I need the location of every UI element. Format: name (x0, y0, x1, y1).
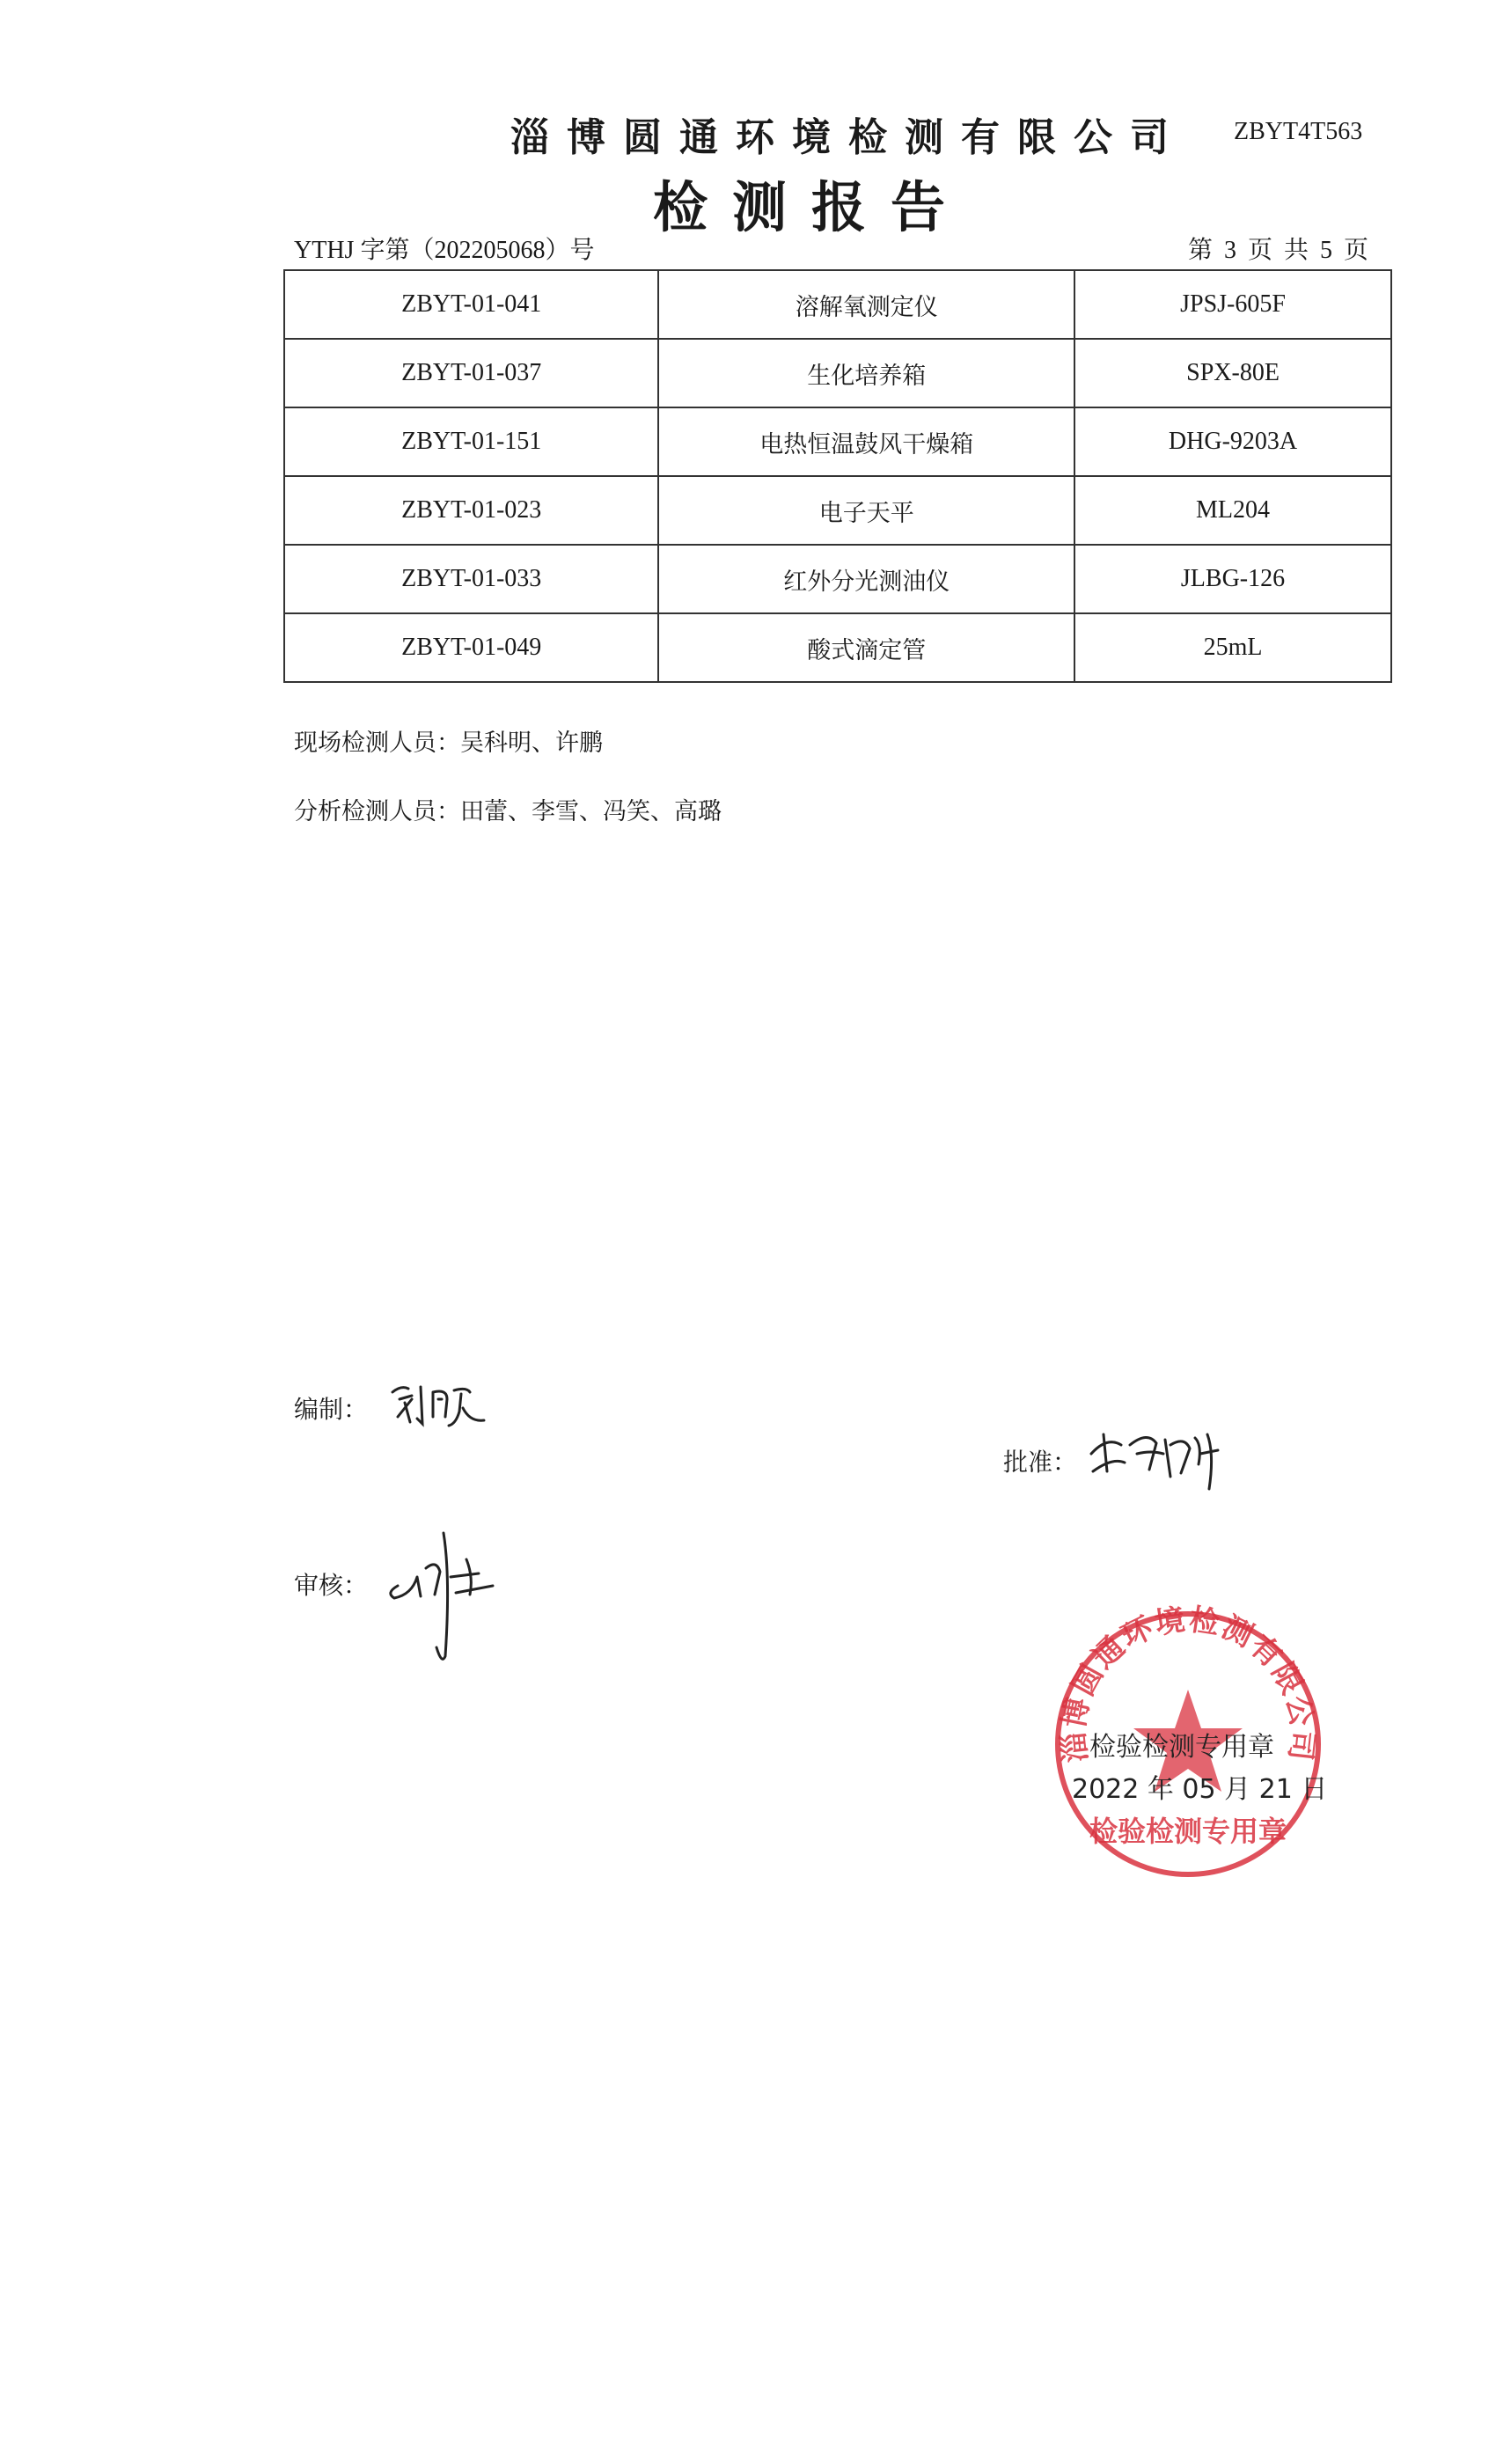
table-row (284, 270, 1391, 339)
stamp-label: 检验检测专用章 (1089, 1732, 1274, 1763)
table-row (284, 476, 1391, 545)
prepared-signature (385, 1373, 509, 1434)
table-row (284, 545, 1391, 613)
seal-inner-text: 检验检测专用章 (1089, 1815, 1287, 1848)
equipment-model: 25mL (1074, 613, 1391, 682)
equipment-name: 酸式滴定管 (658, 613, 1074, 682)
equipment-model: JPSJ-605F (1074, 270, 1391, 339)
equipment-id: ZBYT-01-049 (284, 613, 658, 682)
equipment-id: ZBYT-01-023 (284, 476, 658, 545)
reviewed-by-label: 审核： (294, 1571, 369, 1600)
equipment-id: ZBYT-01-033 (284, 545, 658, 613)
document-code: ZBYT4T563 (1234, 118, 1363, 145)
table-row (284, 339, 1391, 407)
table-row (284, 407, 1391, 476)
equipment-model: ML204 (1074, 476, 1391, 545)
seal-ring-text: 淄博圆通环境检测有限公司 (1055, 1603, 1321, 1764)
prepared-by-label: 编制： (294, 1395, 369, 1424)
reviewed-signature (382, 1515, 505, 1674)
report-number: YTHJ 字第（202205068）号 (294, 237, 595, 264)
analysis-staff: 分析检测人员：田蕾、李雪、冯笑、高璐 (294, 798, 722, 825)
equipment-model: JLBG-126 (1074, 545, 1391, 613)
equipment-name: 红外分光测油仪 (658, 545, 1074, 613)
equipment-name: 电热恒温鼓风干燥箱 (658, 407, 1074, 476)
field-staff: 现场检测人员：吴科明、许鹏 (294, 730, 603, 757)
equipment-name: 电子天平 (658, 476, 1074, 545)
company-name: 淄博圆通环境检测有限公司 (510, 115, 1186, 160)
approved-by-label: 批准： (1003, 1448, 1078, 1477)
approved-signature (1086, 1419, 1236, 1498)
equipment-id: ZBYT-01-041 (284, 270, 658, 339)
equipment-id: ZBYT-01-151 (284, 407, 658, 476)
equipment-model: DHG-9203A (1074, 407, 1391, 476)
equipment-model: SPX-80E (1074, 339, 1391, 407)
table-row (284, 613, 1391, 682)
report-title: 检测报告 (653, 175, 971, 239)
page-info: 第 3 页 共 5 页 (1188, 237, 1372, 264)
equipment-name: 溶解氧测定仪 (658, 270, 1074, 339)
equipment-id: ZBYT-01-037 (284, 339, 658, 407)
stamp-date: 2022 年 05 月 21 日 (1072, 1774, 1328, 1805)
equipment-table (283, 269, 1392, 683)
equipment-name: 生化培养箱 (658, 339, 1074, 407)
